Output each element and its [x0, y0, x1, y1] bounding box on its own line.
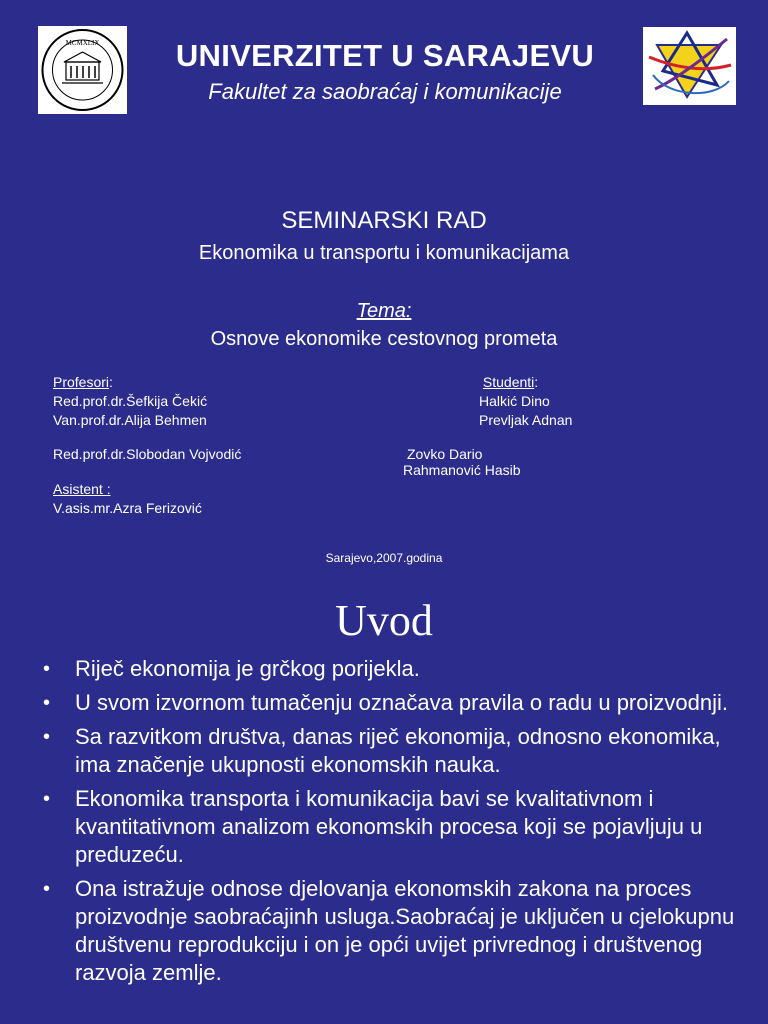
professors-heading: Profesori:: [53, 374, 113, 390]
faculty-name: Fakultet za saobraćaj i komunikacije: [208, 79, 562, 104]
professors-label: Profesori: [53, 374, 110, 390]
bullet-icon: •: [43, 658, 51, 680]
student-1: Halkić Dino: [479, 393, 550, 409]
uvod-title: Uvod: [335, 596, 433, 645]
bullet-text: U svom izvornom tumačenju označava pravila o radu u proizvodnji.: [75, 690, 728, 715]
professor-1: Red.prof.dr.Šefkija Čekić: [53, 393, 208, 409]
seminar-subject: Ekonomika u transportu i komunikacijama: [198, 242, 570, 264]
date-line: Sarajevo,2007.godina: [325, 551, 443, 565]
list-item: [40, 689, 740, 717]
uvod-bullet-list: [40, 655, 740, 993]
bullet-icon: •: [43, 878, 51, 900]
student-3: Zovko Dario: [407, 446, 483, 462]
university-title: UNIVERZITET U SARAJEVU: [175, 38, 595, 73]
professor-3: Red.prof.dr.Slobodan Vojvodić: [53, 446, 242, 462]
tema-title: Osnove ekonomike cestovnog prometa: [210, 328, 558, 350]
university-seal-logo: [38, 26, 127, 114]
student-2: Prevljak Adnan: [479, 412, 573, 428]
seminar-title: SEMINARSKI RAD: [281, 207, 487, 234]
tema-label-text: Tema:: [356, 300, 412, 322]
students-heading: Studenti:: [482, 374, 539, 390]
list-item: [40, 655, 740, 683]
faculty-logo: [643, 27, 736, 105]
students-label: Studenti: [482, 374, 535, 390]
bullet-icon: •: [43, 726, 51, 748]
assistant-heading: Asistent :: [53, 481, 111, 497]
bullet-text: Sa razvitkom društva, danas riječ ekonomija, odnosno ekonomika, ima značenje ukupnosti ekonomskih nauka.: [75, 724, 721, 777]
tema-label: [0, 299, 768, 323]
bullet-icon: •: [43, 788, 51, 810]
assistant-label: Asistent: [53, 481, 107, 497]
assistant-name: V.asis.mr.Azra Ferizović: [53, 500, 202, 516]
bullet-icon: •: [43, 692, 51, 714]
bullet-text: Ona istražuje odnose djelovanja ekonomskih zakona na proces proizvodnje saobraćajinh usluga.Saobraćaj je uključen u cjelokupnu društvenu reprodukciju i on je opći uvijet privrednog i društvenog razvoja zemlje.: [75, 876, 735, 985]
student-4: Rahmanović Hasib: [403, 462, 521, 478]
seal-text: MCMXLIX: [65, 39, 100, 47]
professor-2: Van.prof.dr.Alija Behmen: [53, 412, 207, 428]
list-item: [40, 785, 740, 869]
bullet-text: Riječ ekonomija je grčkog porijekla.: [75, 656, 420, 681]
list-item: [40, 723, 740, 779]
bullet-text: Ekonomika transporta i komunikacija bavi se kvalitativnom i kvantitativnom analizom ekonomskih procesa koji se pojavljuju u preduzeću.: [75, 786, 703, 867]
list-item: [40, 875, 740, 987]
